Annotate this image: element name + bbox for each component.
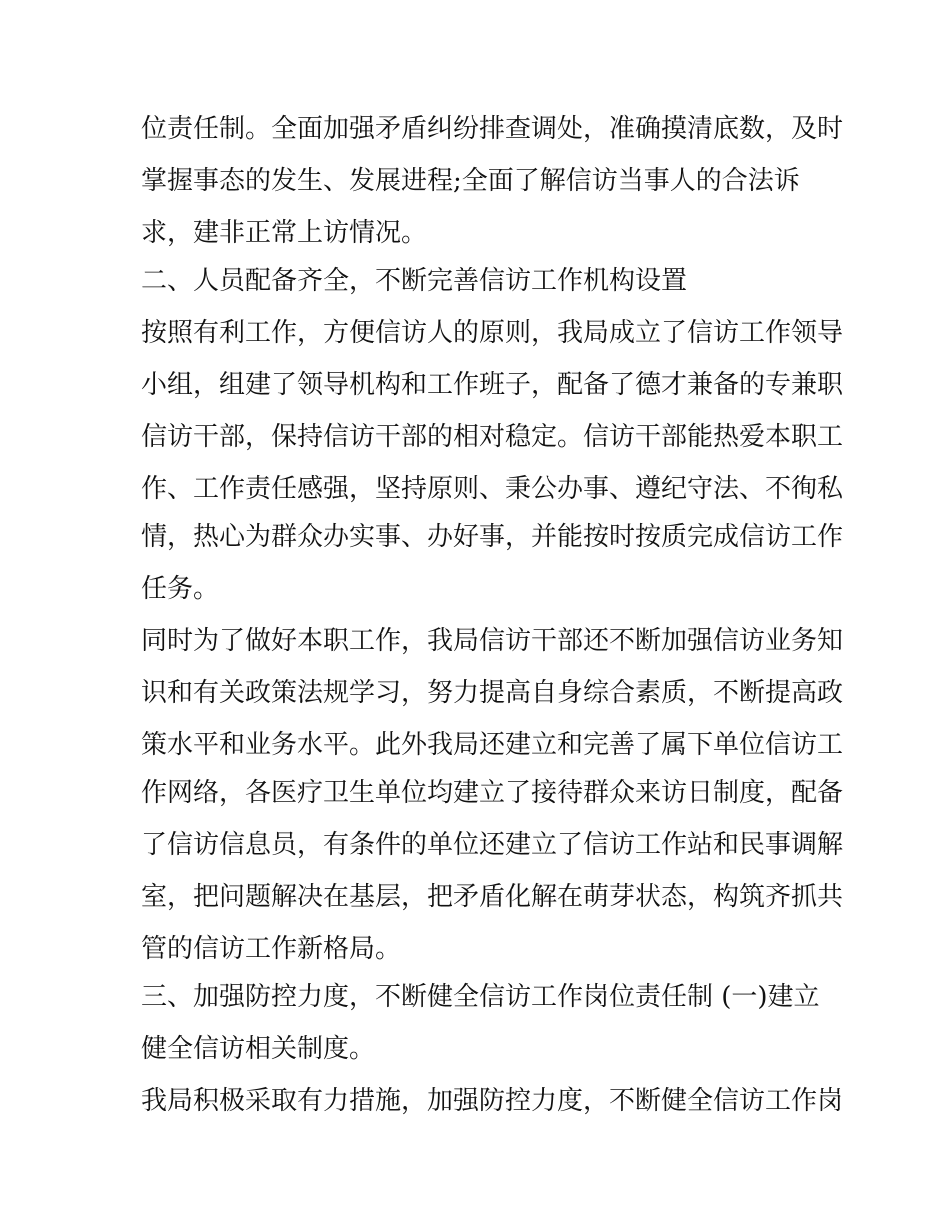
text-line: 位责任制。全面加强矛盾纠纷排查调处，准确摸清底数，及时 [141,114,844,144]
section-heading: 二、人员配备齐全，不断完善信访工作机构设置 [141,266,688,296]
text-line: 按照有利工作，方便信访人的原则，我局成立了信访工作领导 [141,318,844,348]
text-line: 同时为了做好本职工作，我局信访干部还不断加强信访业务知 [141,626,844,656]
text-line: 任务。 [141,574,220,604]
text-line: 掌握事态的发生、发展进程;全面了解信访当事人的合法诉 [141,166,800,196]
text-line: 小组，组建了领导机构和工作班子，配备了德才兼备的专兼职 [141,370,844,400]
text-line: 策水平和业务水平。此外我局还建立和完善了属下单位信访工 [141,730,844,760]
section-heading: 三、加强防控力度，不断健全信访工作岗位责任制 (一)建立 [141,982,820,1012]
text-line: 作、工作责任感强，坚持原则、秉公办事、遵纪守法、不徇私 [141,474,844,504]
text-line: 管的信访工作新格局。 [141,934,402,964]
text-line: 我局积极采取有力措施，加强防控力度，不断健全信访工作岗 [141,1086,844,1116]
text-line: 作网络，各医疗卫生单位均建立了接待群众来访日制度，配备 [141,778,844,808]
text-line: 信访干部，保持信访干部的相对稳定。信访干部能热爱本职工 [141,422,844,452]
text-line: 了信访信息员，有条件的单位还建立了信访工作站和民事调解 [141,830,844,860]
text-line: 求，建非正常上访情况。 [141,218,428,248]
text-line: 健全信访相关制度。 [141,1034,376,1064]
text-line: 室，把问题解决在基层，把矛盾化解在萌芽状态，构筑齐抓共 [141,882,844,912]
text-line: 情，热心为群众办实事、办好事，并能按时按质完成信访工作 [141,522,844,552]
text-line: 识和有关政策法规学习，努力提高自身综合素质，不断提高政 [141,678,844,708]
